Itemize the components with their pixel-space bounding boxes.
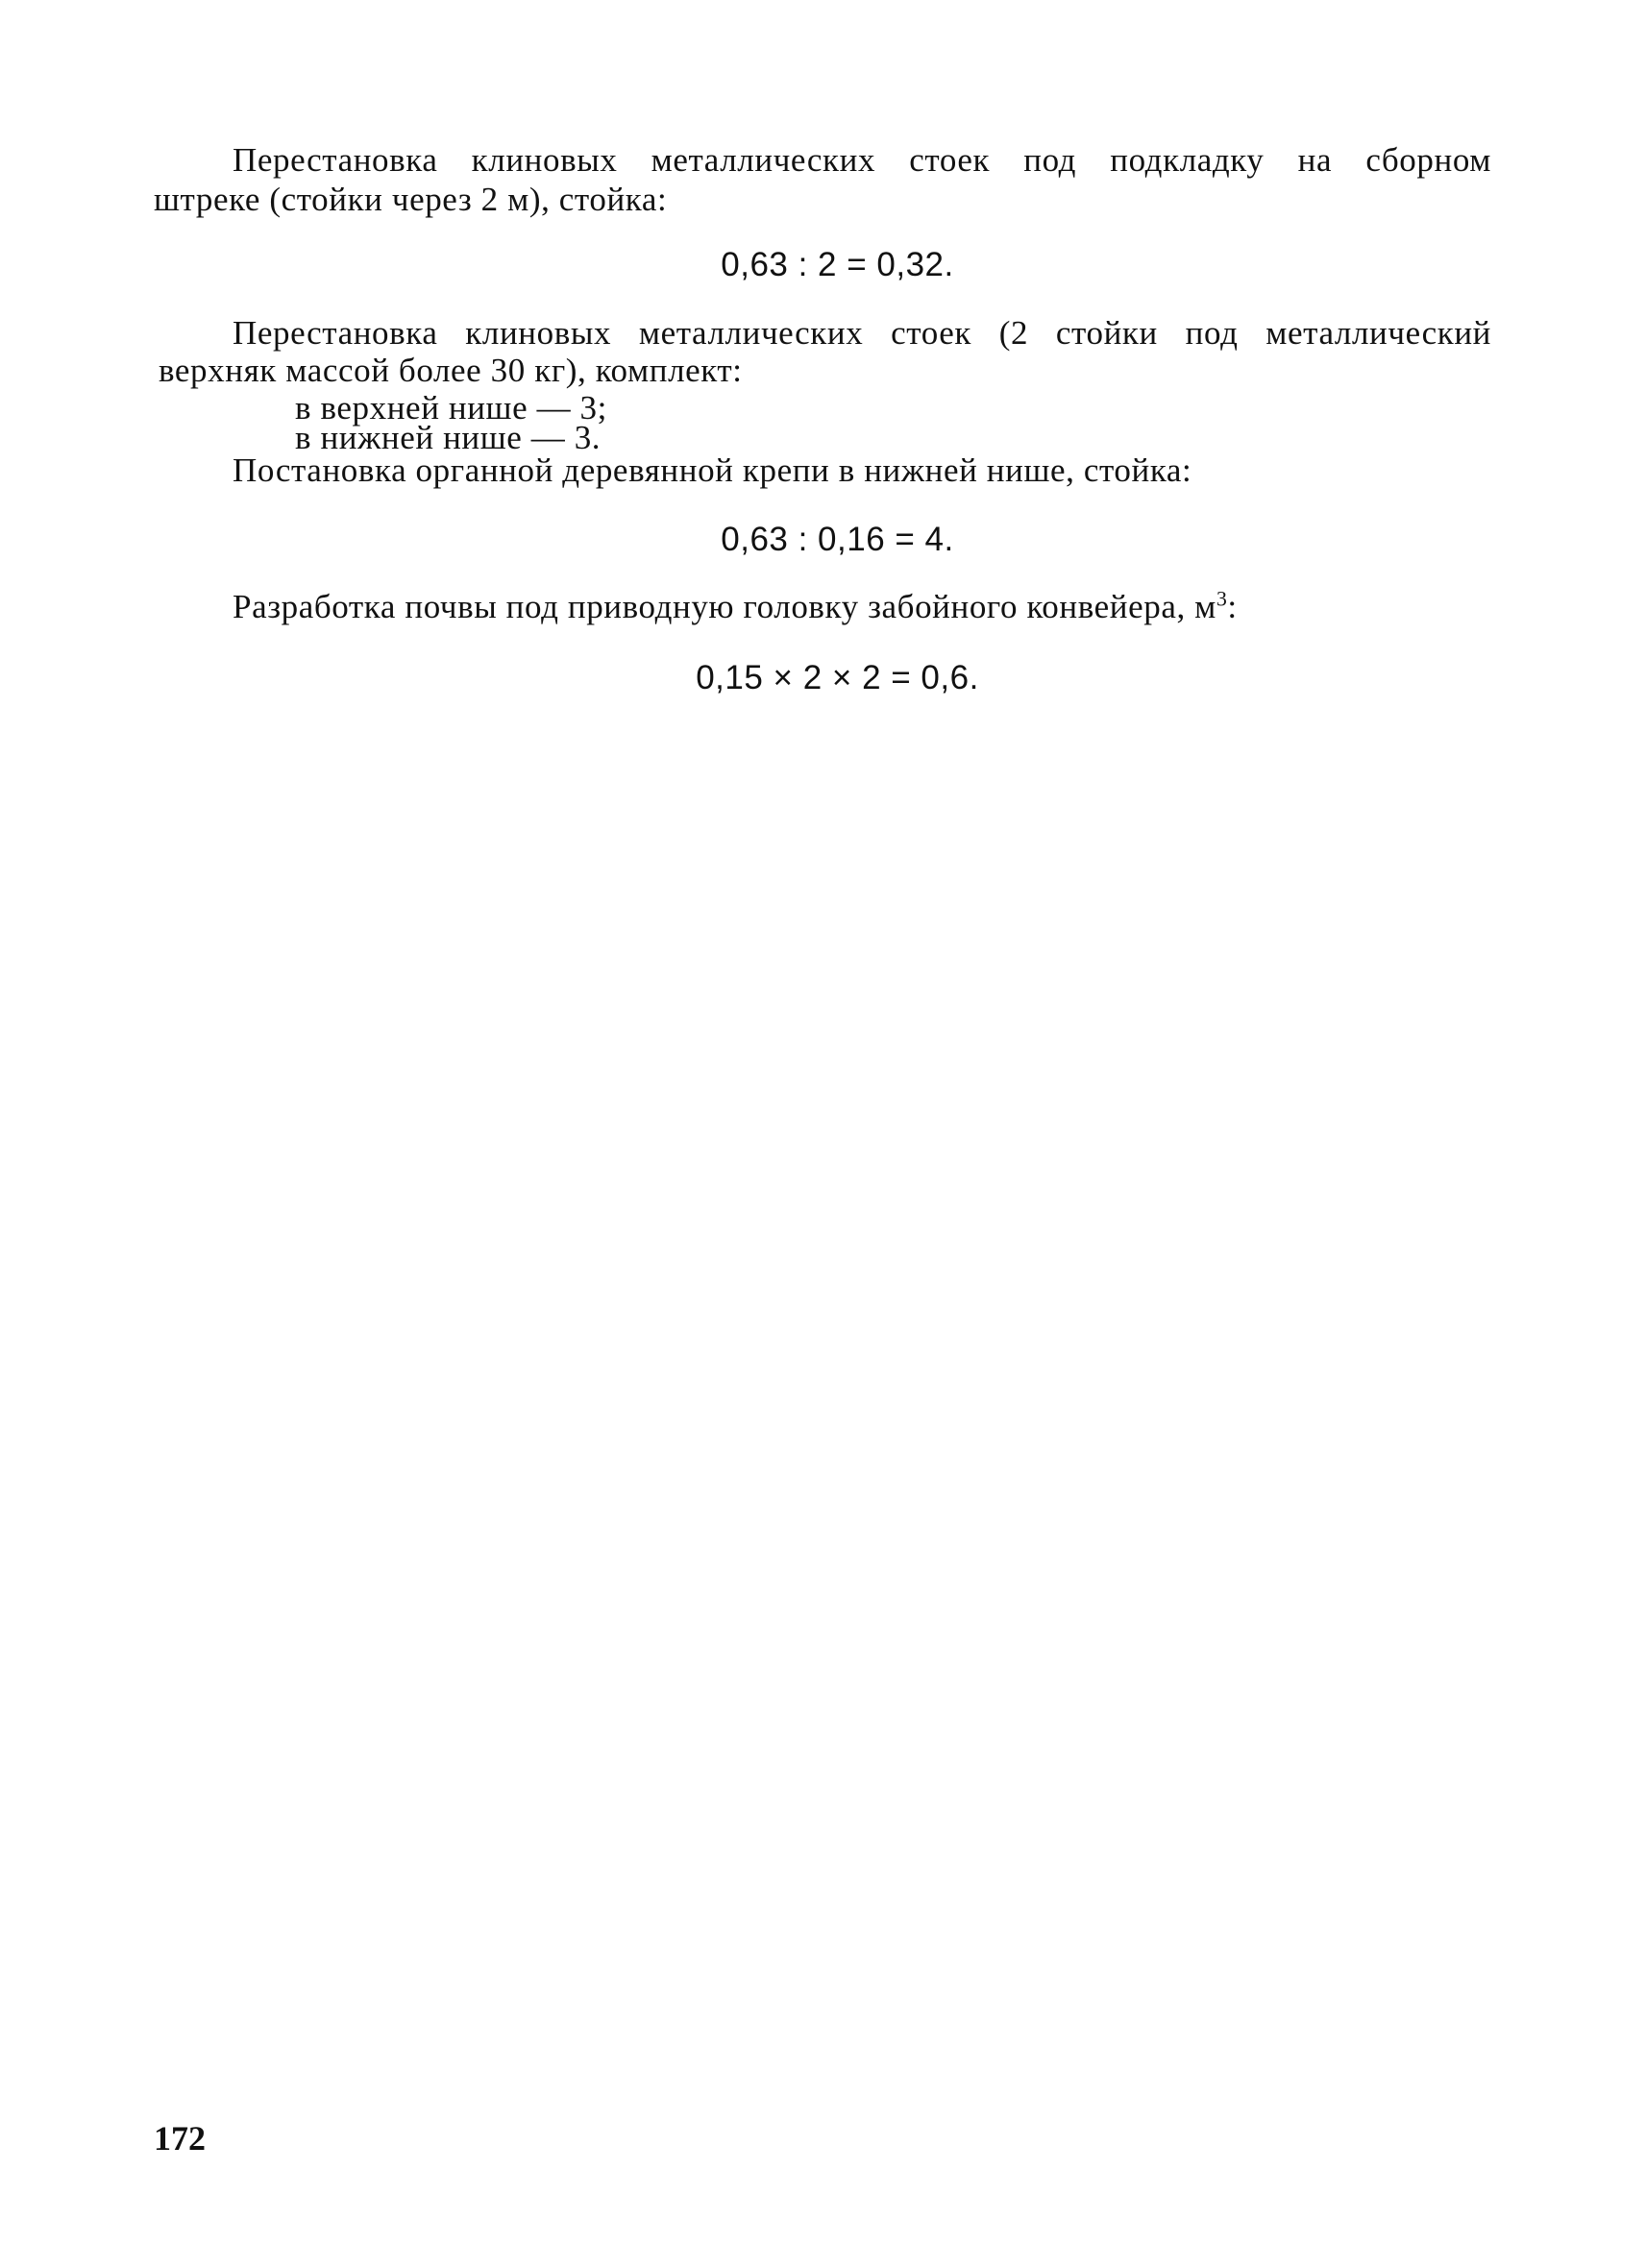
formula: 0,63 : 2 = 0,32. (721, 246, 954, 283)
text-line (233, 588, 1238, 626)
page-number: 172 (154, 2119, 206, 2158)
text-line-colon: : (1227, 588, 1238, 625)
superscript: 3 (1216, 587, 1228, 611)
formula: 0,63 : 0,16 = 4. (721, 521, 954, 558)
list-item: в нижней нише — 3. (295, 419, 602, 456)
text-line: Перестановка клиновых металлических стоек (2 стойки под металлический (233, 314, 1491, 352)
text-line-body: Разработка почвы под приводную головку забойного конвейера, м (233, 588, 1216, 625)
text-line: верхняк массой более 30 кг), комплект: (159, 352, 743, 389)
text-line: Постановка органной деревянной крепи в нижней нише, стойка: (233, 451, 1192, 489)
text-line: штреке (стойки через 2 м), стойка: (154, 181, 668, 218)
list-item: в верхней нише — 3; (295, 389, 607, 427)
formula: 0,15 × 2 × 2 = 0,6. (696, 659, 979, 696)
text-line: Перестановка клиновых металлических стоек под подкладку на сборном (233, 141, 1491, 179)
